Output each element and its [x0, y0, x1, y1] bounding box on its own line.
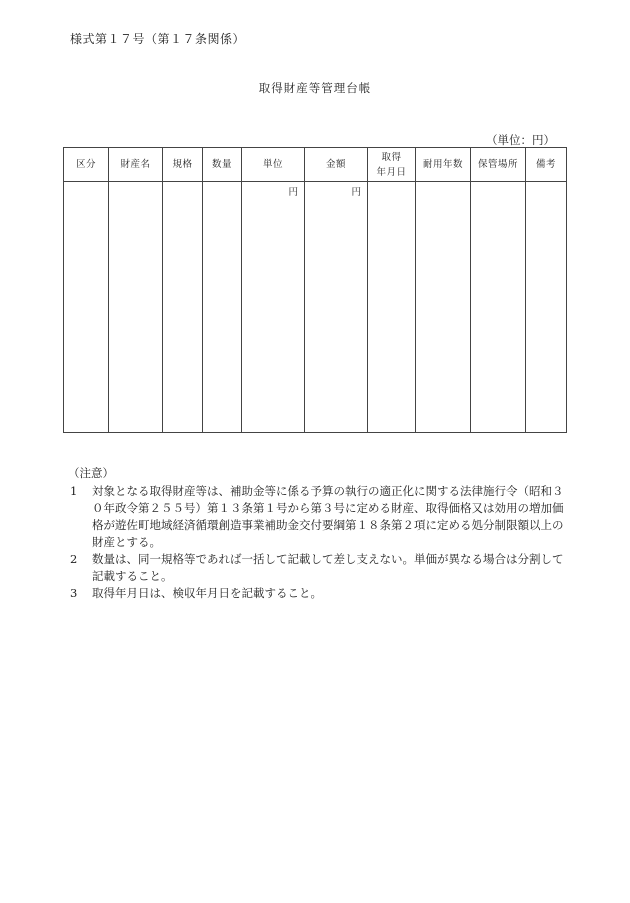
cell-category[interactable] — [64, 182, 109, 433]
column-header-storage-location: 保管場所 — [471, 148, 526, 182]
column-header-acquisition-date: 取得 年月日 — [368, 148, 416, 182]
table-row — [64, 182, 567, 433]
cell-amount[interactable] — [305, 182, 368, 433]
cell-useful-life[interactable] — [416, 182, 471, 433]
notes-section — [68, 465, 568, 602]
cell-specification[interactable] — [163, 182, 203, 433]
column-header-remarks: 備考 — [526, 148, 567, 182]
column-header-useful-life: 耐用年数 — [416, 148, 471, 182]
column-header-quantity: 数量 — [203, 148, 242, 182]
cell-storage-location[interactable] — [471, 182, 526, 433]
unit-price-yen-suffix: 円 — [288, 187, 298, 198]
note-number: 3 — [70, 586, 78, 600]
cell-unit-price[interactable] — [242, 182, 305, 433]
property-ledger-table-container — [63, 147, 566, 433]
note-item — [68, 585, 568, 602]
note-text: 対象となる取得財産等は、補助金等に係る予算の執行の適正化に関する法律施行令（昭和３０年政令第２５５号）第１３条第１号から第３号に定める財産、取得価格又は効用の増加価格が遊佐町地域経済循環創造事業補助金交付要綱第１８条第２項に定める処分制限額以上の財産とする。 — [92, 484, 564, 549]
document-title: 取得財産等管理台帳 — [258, 81, 372, 95]
notes-heading: （注意） — [68, 466, 114, 480]
note-item — [68, 551, 568, 585]
form-number: 様式第１７号（第１７条関係） — [70, 32, 246, 46]
note-number: 1 — [70, 484, 78, 498]
note-number: 2 — [70, 552, 78, 566]
column-header-category: 区分 — [64, 148, 109, 182]
column-header-specification: 規格 — [163, 148, 203, 182]
cell-property-name[interactable] — [109, 182, 163, 433]
cell-acquisition-date[interactable] — [368, 182, 416, 433]
amount-yen-suffix: 円 — [351, 187, 361, 198]
cell-quantity[interactable] — [203, 182, 242, 433]
note-item — [68, 483, 568, 551]
unit-note: （単位：円） — [486, 133, 555, 147]
property-ledger-table — [63, 147, 567, 433]
column-header-property-name: 財産名 — [109, 148, 163, 182]
column-header-amount: 金額 — [305, 148, 368, 182]
note-text: 数量は、同一規格等であれば一括して記載して差し支えない。単価が異なる場合は分割して記載すること。 — [92, 552, 564, 583]
table-header-row — [64, 148, 567, 182]
note-text: 取得年月日は、検収年月日を記載すること。 — [92, 586, 322, 600]
cell-remarks[interactable] — [526, 182, 567, 433]
column-header-unit-price: 単位 — [242, 148, 305, 182]
